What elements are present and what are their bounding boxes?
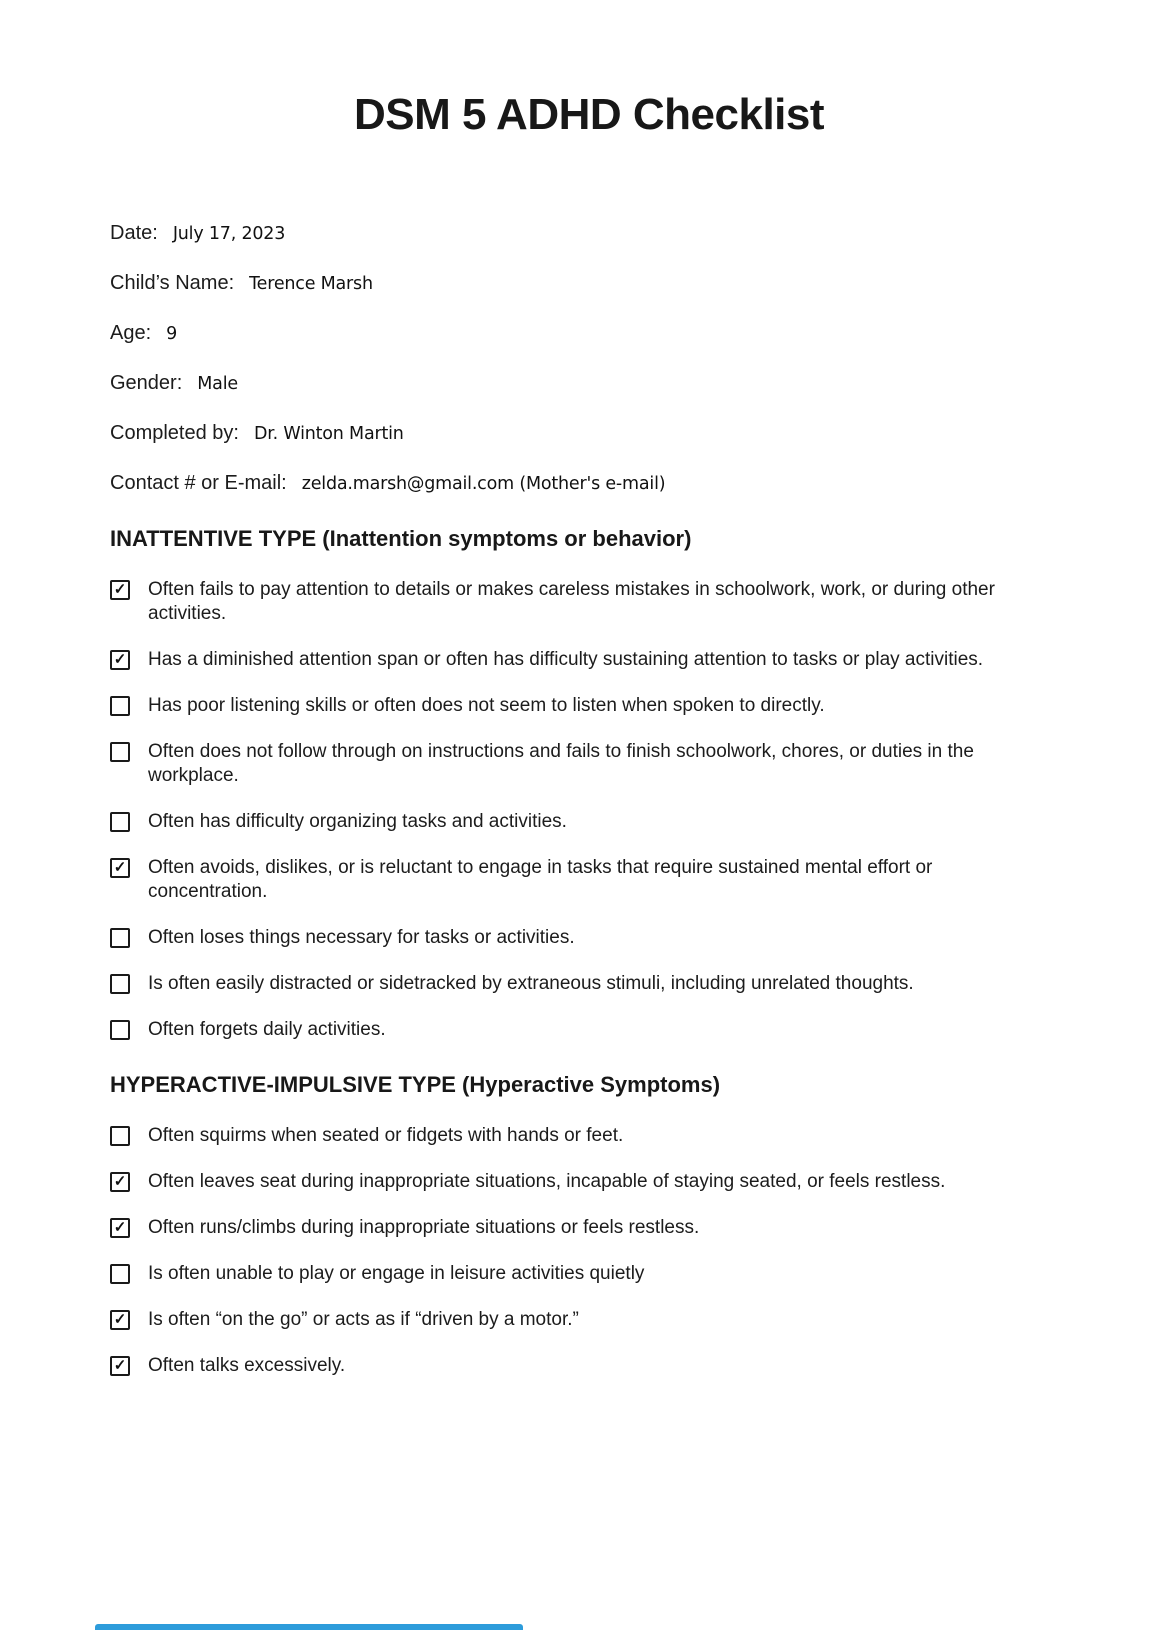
checkmark-icon: ✓ [113,1172,127,1190]
checkmark-icon: ✓ [113,1218,127,1236]
symptom-checkbox[interactable] [110,1264,130,1284]
symptom-text: Often talks excessively. [148,1355,346,1376]
checklist-item [110,1308,1068,1332]
section-heading-inattentive: INATTENTIVE TYPE (Inattention symptoms or behavior) [110,526,692,551]
symptom-text: Often fails to pay attention to details or makes careless mistakes in schoolwork, work, or during other activities. [148,579,995,624]
checklist-item [110,856,1068,904]
symptom-text: Often avoids, dislikes, or is reluctant to engage in tasks that require sustained mental effort or concentration. [148,857,933,902]
gender-value[interactable]: Male [197,374,238,394]
symptom-checkbox[interactable] [110,1126,130,1146]
symptom-checkbox[interactable] [110,1172,130,1192]
checklist-item [110,1124,1068,1148]
checklist-item [110,578,1068,626]
checklist-item [110,972,1068,996]
patient-info-fields [110,222,1068,496]
field-row-child-name [110,272,1068,296]
age-label: Age: [110,322,152,344]
hyperactive-checklist [110,1124,1068,1378]
symptom-checkbox[interactable] [110,858,130,878]
symptom-checkbox[interactable] [110,812,130,832]
checklist-item [110,1354,1068,1378]
child-name-label: Child’s Name: [110,272,235,294]
inattentive-checklist [110,578,1068,1042]
checklist-item [110,810,1068,834]
contact-value[interactable]: zelda.marsh@gmail.com (Mother's e-mail) [301,474,666,494]
field-row-gender [110,372,1068,396]
symptom-text: Often leaves seat during inappropriate situations, incapable of staying seated, or feels restless. [148,1171,946,1192]
symptom-checkbox[interactable] [110,580,130,600]
field-row-date [110,222,1068,246]
section-heading-hyperactive: HYPERACTIVE-IMPULSIVE TYPE (Hyperactive Symptoms) [110,1072,721,1097]
checklist-item [110,648,1068,672]
checklist-item [110,1170,1068,1194]
symptom-text: Often squirms when seated or fidgets with hands or feet. [148,1125,624,1146]
checkmark-icon: ✓ [113,650,127,668]
age-value[interactable]: 9 [166,324,178,344]
checklist-item [110,694,1068,718]
child-name-value[interactable]: Terence Marsh [249,274,373,294]
symptom-checkbox[interactable] [110,742,130,762]
checklist-item [110,1216,1068,1240]
completed-by-value[interactable]: Dr. Winton Martin [253,424,404,444]
completed-by-label: Completed by: [110,422,239,444]
checklist-item [110,926,1068,950]
symptom-checkbox[interactable] [110,1218,130,1238]
checklist-item [110,1018,1068,1042]
document-content [110,0,1068,1400]
symptom-checkbox[interactable] [110,1310,130,1330]
symptom-checkbox[interactable] [110,650,130,670]
date-label: Date: [110,222,158,244]
symptom-checkbox[interactable] [110,1356,130,1376]
symptom-text: Often loses things necessary for tasks or activities. [148,927,575,948]
field-row-contact [110,472,1068,496]
symptom-checkbox[interactable] [110,1020,130,1040]
symptom-text: Is often easily distracted or sidetracked by extraneous stimuli, including unrelated thoughts. [148,973,914,994]
symptom-text: Often runs/climbs during inappropriate situations or feels restless. [148,1217,700,1238]
checklist-item [110,1262,1068,1286]
page-title: DSM 5 ADHD Checklist [353,90,825,139]
date-value[interactable]: July 17, 2023 [172,224,286,244]
footer-accent-bar [95,1624,523,1630]
symptom-text: Often has difficulty organizing tasks and activities. [148,811,567,832]
symptom-checkbox[interactable] [110,696,130,716]
gender-label: Gender: [110,372,183,394]
symptom-checkbox[interactable] [110,928,130,948]
symptom-text: Is often “on the go” or acts as if “driven by a motor.” [148,1309,579,1330]
checkmark-icon: ✓ [113,1356,127,1374]
checkmark-icon: ✓ [113,1310,127,1328]
symptom-text: Is often unable to play or engage in leisure activities quietly [148,1263,645,1284]
checkmark-icon: ✓ [113,858,127,876]
contact-label: Contact # or E-mail: [110,472,287,494]
symptom-checkbox[interactable] [110,974,130,994]
checkmark-icon: ✓ [113,580,127,598]
field-row-age [110,322,1068,346]
symptom-text: Has a diminished attention span or often has difficulty sustaining attention to tasks or play activities. [148,649,984,670]
symptom-text: Often does not follow through on instructions and fails to finish schoolwork, chores, or duties in the workplace. [148,741,974,786]
field-row-completed-by [110,422,1068,446]
symptom-text: Often forgets daily activities. [148,1019,386,1040]
symptom-text: Has poor listening skills or often does not seem to listen when spoken to directly. [148,695,825,716]
checklist-item [110,740,1068,788]
